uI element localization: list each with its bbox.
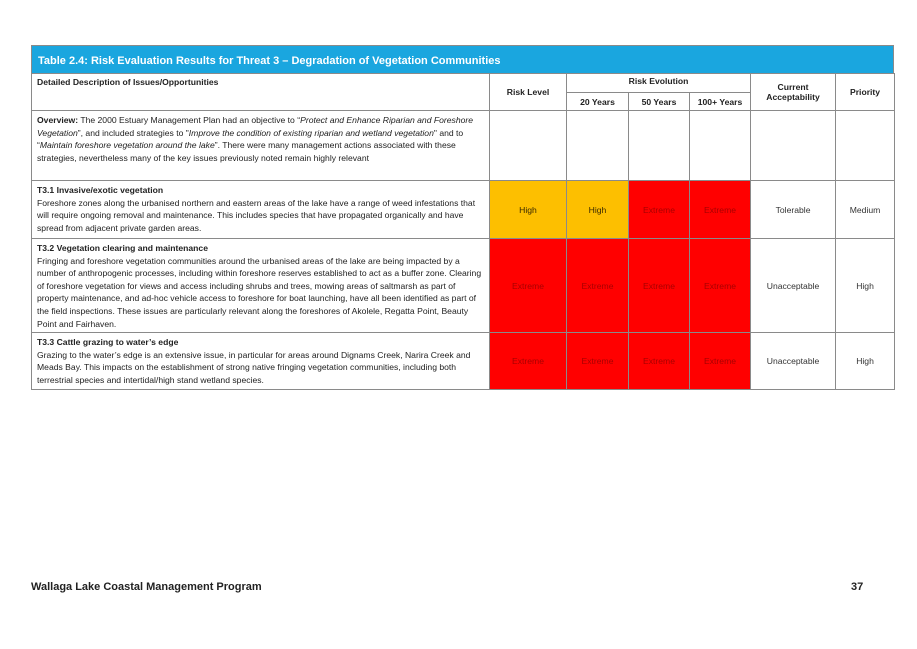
- risk-20-years-cell: High: [567, 181, 629, 239]
- overview-text-2: ”, and included strategies to ": [77, 127, 189, 138]
- risk-table: [31, 45, 894, 390]
- header-description: Detailed Description of Issues/Opportunities: [32, 74, 490, 111]
- priority-cell: High: [836, 239, 895, 333]
- overview-empty-cell: [836, 111, 895, 181]
- header-20-years: 20 Years: [567, 93, 629, 111]
- overview-text-3: " and to “: [37, 127, 464, 151]
- overview-quote-2: Improve the condition of existing riparian and wetland vegetation: [188, 127, 434, 138]
- risk-100-years-cell: Extreme: [690, 181, 751, 239]
- row-description: [32, 239, 490, 333]
- overview-text-1: The 2000 Estuary Management Plan had an objective to “: [78, 115, 301, 125]
- acceptability-cell: Unacceptable: [751, 239, 836, 333]
- table-row: [32, 181, 895, 239]
- row-text: Grazing to the water’s edge is an extensive issue, in particular for areas around Dignams Creek, Narira Creek and Meads Bay. This impacts on the establishment of strong native fringing vegetation communities, including both terrestrial species and intertidal/high stand wetland species.: [37, 349, 471, 385]
- risk-20-years-cell: Extreme: [567, 239, 629, 333]
- header-current-acceptability: Current Acceptability: [751, 74, 836, 111]
- overview-text: [32, 111, 490, 181]
- row-text: Foreshore zones along the urbanised northern and eastern areas of the lake have a range of weed infestations that will require ongoing removal and maintenance. This includes species that have propagated organically and have spread from adjacent private garden areas.: [37, 197, 476, 233]
- header-risk-evolution: Risk Evolution: [567, 74, 751, 93]
- acceptability-cell: Tolerable: [751, 181, 836, 239]
- risk-level-cell: Extreme: [490, 333, 567, 389]
- row-title: T3.2 Vegetation clearing and maintenance: [37, 243, 208, 253]
- table-row: [32, 333, 895, 389]
- risk-100-years-cell: Extreme: [690, 239, 751, 333]
- overview-empty-cell: [629, 111, 690, 181]
- header-row-1: [32, 74, 895, 93]
- risk-20-years-cell: Extreme: [567, 333, 629, 389]
- overview-quote-3: Maintain foreshore vegetation around the lake: [39, 140, 215, 151]
- header-risk-level: Risk Level: [490, 74, 567, 111]
- header-100-years: 100+ Years: [690, 93, 751, 111]
- overview-label: Overview:: [37, 115, 79, 125]
- row-description: [32, 333, 490, 389]
- page-number: 37: [851, 581, 864, 593]
- overview-empty-cell: [690, 111, 751, 181]
- header-50-years: 50 Years: [629, 93, 690, 111]
- header-priority: Priority: [836, 74, 895, 111]
- table-row: [32, 239, 895, 333]
- row-text: Fringing and foreshore vegetation communities around the urbanised areas of the lake are being impacted by a number of anthropogenic processes, including within foreshore reserves established to act as a buffer zone. Clearing of foreshore vegetation for views and access including shrubs and trees, mowing areas of saltmarsh as part of property maintenance, and ad-hoc vehicle access to foreshore for boat launching, have all been identified as part of the field inspections. These issues are particularly relevant along the foreshores of Akolele, Regatta Point, Beauty Point and Fairhaven.: [37, 255, 482, 329]
- overview-text-4: ”. There were many management actions associated with these strategies, nevertheless many of the key issues previously noted remain highly relevant: [37, 140, 456, 163]
- row-title: T3.1 Invasive/exotic vegetation: [37, 185, 164, 195]
- overview-empty-cell: [490, 111, 567, 181]
- risk-50-years-cell: Extreme: [629, 333, 690, 389]
- row-title: T3.3 Cattle grazing to water’s edge: [37, 337, 179, 348]
- priority-cell: Medium: [836, 181, 895, 239]
- overview-row: [32, 111, 895, 181]
- acceptability-cell: Unacceptable: [751, 333, 836, 389]
- footer-title: Wallaga Lake Coastal Management Program: [31, 581, 262, 593]
- risk-evaluation-table: [31, 73, 895, 390]
- overview-empty-cell: [567, 111, 629, 181]
- risk-50-years-cell: Extreme: [629, 239, 690, 333]
- risk-100-years-cell: Extreme: [690, 333, 751, 389]
- overview-quote-1: Protect and Enhance Riparian and Foreshore Vegetation: [37, 115, 474, 138]
- table-title: Table 2.4: Risk Evaluation Results for Threat 3 – Degradation of Vegetation Communities: [31, 45, 894, 73]
- risk-50-years-cell: Extreme: [629, 181, 690, 239]
- risk-level-cell: High: [490, 181, 567, 239]
- row-description: [32, 181, 490, 239]
- risk-level-cell: Extreme: [490, 239, 567, 333]
- overview-empty-cell: [751, 111, 836, 181]
- priority-cell: High: [836, 333, 895, 389]
